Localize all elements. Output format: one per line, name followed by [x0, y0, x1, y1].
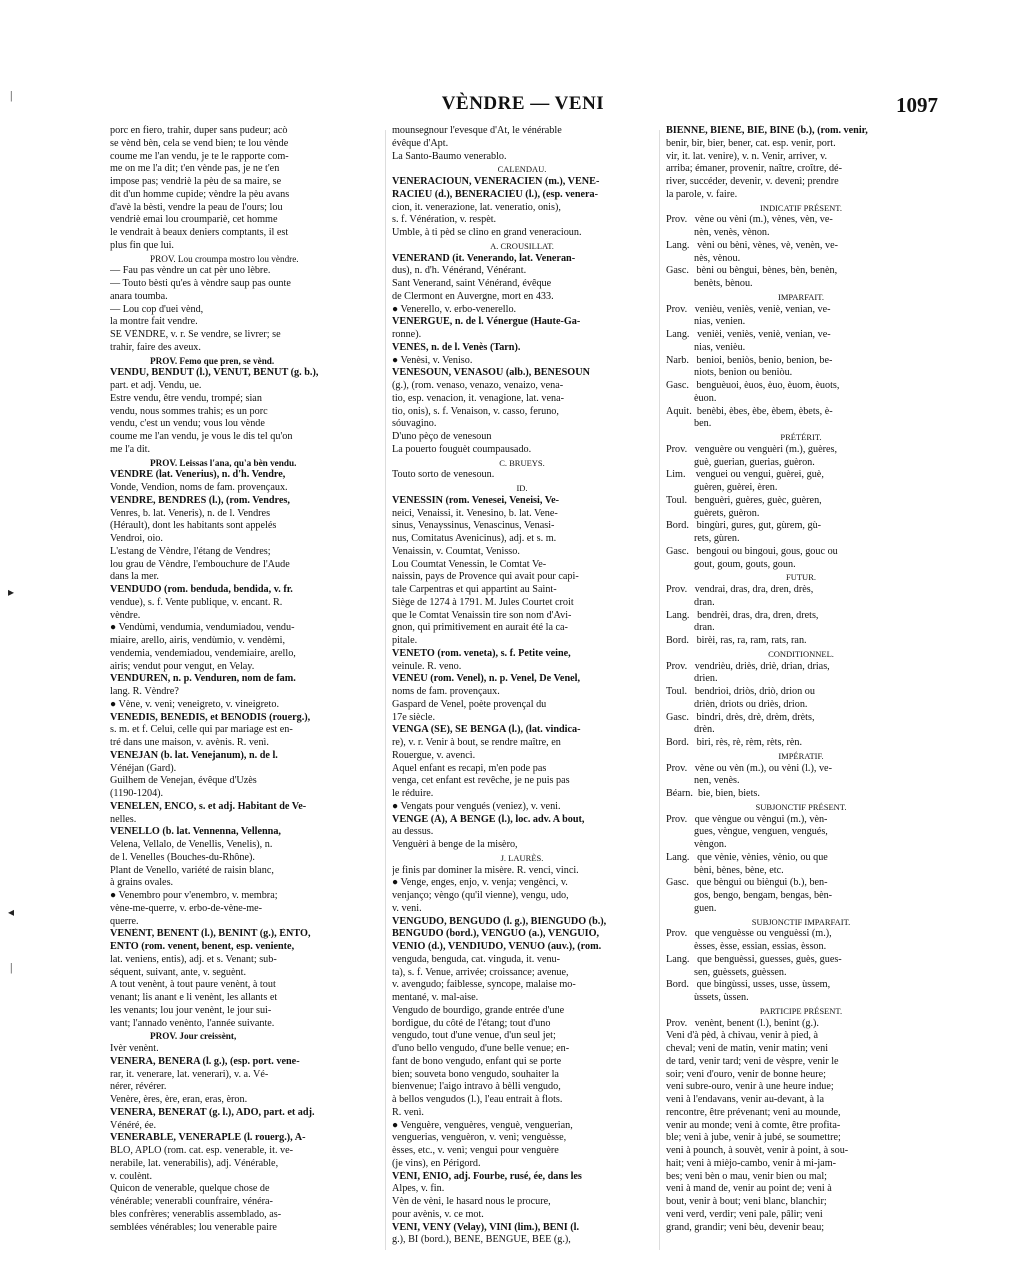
text-line: neici, Venaissi, it. Venesino, b. lat. Vene-	[392, 507, 558, 519]
text-line: noms de fam. provençaux.	[392, 686, 500, 697]
text-line: Prov. que vèngue ou vèngui (m.), vèn-	[666, 813, 828, 825]
text-line: ● Vendùmi, vendumia, vendumiadou, vendu-	[110, 622, 295, 634]
text-line: river, succéder, devenir, v. devenì; prendre	[666, 176, 839, 187]
text-line: Bord. biri, rès, rè, rèm, rèts, rèn.	[666, 737, 803, 748]
text-line: PROV. Leissas l'ana, qu'a bèn vendu.	[150, 457, 297, 468]
text-line: vant; l'annado venènto, l'année suivante.	[110, 1017, 275, 1029]
text-line: CALENDAU.	[497, 164, 547, 175]
text-line: part. et adj. Vendu, ue.	[110, 380, 202, 391]
text-line: à bellos vengudos (l.), l'eau entrait à flots.	[392, 1094, 563, 1105]
text-line: trahir, faire des aveux.	[110, 341, 201, 353]
text-line: évêque d'Apt.	[392, 137, 449, 149]
text-line: Guilhem de Venejan, évêque d'Uzès	[110, 775, 257, 787]
text-line: VENEJAN (b. lat. Venejanum), n. de l.	[110, 749, 278, 761]
text-line: SUBJONCTIF PRÉSENT.	[755, 801, 847, 812]
text-line: PROV. Femo que pren, se vènd.	[150, 355, 275, 366]
text-line: ● Vengats pour vengués (veniez), v. veni.	[392, 800, 561, 812]
text-line: — Fau pas vèndre un cat pèr uno lèbre.	[110, 265, 271, 277]
text-line: Vonde, Vendion, noms de fam. provençaux.	[110, 482, 288, 493]
text-line: au dessus.	[392, 826, 434, 838]
text-line: nerabile, lat. venerabilis), adj. Vénérable,	[110, 1157, 279, 1169]
text-line: IMPARFAIT.	[778, 291, 824, 302]
text-line: dran.	[666, 622, 715, 634]
text-line: VENGE (À), À BENGE (l.), loc. adv. A bout,	[392, 813, 585, 825]
text-line: Lang. que benguèssi, guesses, guès, gues-	[666, 953, 842, 965]
text-line: drien.	[666, 673, 718, 685]
text-line: gues, vèngue, venguen, vengués,	[666, 826, 828, 838]
text-line: Touto sorto de venesoun.	[392, 469, 495, 481]
text-line: 17e siècle.	[392, 711, 435, 723]
text-line: fant de bono vengudo, enfant qui se porte	[392, 1055, 562, 1067]
text-line: que le Comtat Venaissin tire son nom d'Avi-	[392, 609, 572, 621]
text-line: PRÉTÉRIT.	[780, 432, 822, 442]
text-line: venir au monde; veni à comte, être profita-	[666, 1119, 841, 1131]
text-line: tré dans une maison, v. avènis. R. venì.	[110, 737, 269, 748]
text-line: coume me l'an vendu, je vous le dis tel qu'on	[110, 431, 293, 442]
text-line: VÈNDRE (lat. Venerius), n. d'h. Vendre,	[110, 469, 286, 481]
text-line: naissin, pays de Provence qui avait pour capi-	[392, 571, 579, 583]
text-line: Prov. vène ou vèn (m.), ou vèni (l.), ve-	[666, 762, 832, 774]
text-line: lang. R. Vèndre?	[110, 686, 179, 697]
text-line: Toul. bendrioi, driòs, driò, drion ou	[666, 686, 815, 697]
text-line: VÈNI, ÈNIO, adj. Fourbe, rusé, ée, dans les	[392, 1170, 582, 1182]
text-line: Venaissin, v. Coumtat, Venisso.	[392, 545, 520, 557]
text-line: tale Carpentras et qui appartint au Saint-	[392, 584, 557, 595]
text-line: me l'a dit.	[110, 443, 151, 455]
text-line: bordigue, du côté de l'étang; tout d'uno	[392, 1017, 551, 1029]
margin-mark: |	[10, 960, 13, 974]
text-line: VENIÒ (d.), VENDIUDO, VENUO (auv.), (rom.	[392, 941, 602, 952]
text-line: Vèn de vèni, le hasard nous le procure,	[392, 1196, 551, 1207]
text-line: Sant Venerand, saint Vénérand, évêque	[392, 278, 552, 289]
text-line: gout, goum, gouts, goun.	[666, 558, 796, 570]
text-line: ● Venerello, v. erbo-venerello.	[392, 303, 517, 315]
text-line: Prov. vendrièu, driès, driè, drian, drias,	[666, 660, 830, 672]
text-line: VENERA, BENERAT (g. l.), ADO, part. et adj.	[110, 1106, 315, 1118]
text-line: venant; lis anant e li venènt, les allants et	[110, 992, 278, 1003]
text-line: de Clermont en Auvergne, mort en 433.	[392, 290, 554, 302]
text-line: venguda, benguda, cat. vinguda, it. venu-	[392, 953, 561, 965]
text-line: VÈNDRE, BENDRES (l.), (rom. Vendres,	[110, 494, 290, 506]
text-line: ● Venge, enges, enjo, v. venja; vengènci, v.	[392, 877, 568, 889]
text-line: BLO, APLO (rom. cat. esp. venerable, it. ve-	[110, 1145, 294, 1156]
text-line: IMPÉRATIF.	[778, 750, 824, 761]
text-line: VENERACIOUN, VENERACIEN (m.), VENE-	[392, 176, 600, 187]
text-line: A tout venènt, à tout paure venènt, à tout	[110, 979, 276, 991]
text-line: plus fin que lui.	[110, 239, 174, 251]
text-line: nias, venien.	[666, 316, 746, 328]
text-line: lat. veniens, entis), adj. et s. Venant; sub-	[110, 953, 277, 965]
text-line: hait; veni à mièjo-cambo, venir à mi-jam-	[666, 1157, 837, 1169]
text-line: gnon, qui primitivement en aurait été la ca-	[392, 622, 568, 634]
text-line: Venère, ères, ère, eran, eras, èron.	[110, 1094, 248, 1105]
text-line: veni verd, verdir; veni pale, pâlir; veni	[666, 1208, 823, 1220]
text-line: vendue), s. f. Vente publique, v. encant. R.	[110, 596, 283, 608]
text-line: semblées vénérables; lou venerable paire	[110, 1221, 277, 1233]
text-line: vèndre.	[110, 609, 141, 621]
text-line: pitale.	[392, 635, 418, 646]
text-line: nès, vènou.	[666, 252, 741, 264]
text-line: nen, venès.	[666, 775, 740, 787]
text-line: ● Venèsi, v. Veniso.	[392, 354, 473, 366]
text-line: BENGUDO (bord.), VENGUO (a.), VENGUIO,	[392, 928, 600, 940]
text-line: VENDUREN, n. p. Venduren, nom de fam.	[110, 673, 296, 685]
text-line: veni à l'endavans, venir au-devant, à la	[666, 1094, 824, 1105]
text-line: PROV. Jour creissènt,	[150, 1031, 237, 1042]
text-line: Venres, b. lat. Veneris), n. de l. Vendres	[110, 507, 271, 519]
text-line: INDICATIF PRÉSENT.	[759, 202, 842, 213]
text-line: Prov. venènt, benent (l.), benint (g.).	[666, 1017, 819, 1029]
text-line: Toul. benguèri, guères, guèc, guèren,	[666, 494, 822, 506]
text-line: gos, bengo, bengam, bengas, bèn-	[666, 890, 833, 901]
text-line: ● Vène, v. venì; veneigreto, v. vineigreto.	[110, 698, 280, 710]
text-line: La pouerto fouguèt coumpausado.	[392, 443, 532, 455]
text-line: venjanço; vèngo (qu'il vienne), vengu, udo,	[392, 890, 569, 901]
text-line: Lim. venguei ou vengui, guèrei, guè,	[666, 469, 824, 481]
text-line: le réduire.	[392, 788, 434, 799]
text-line: d'avè la bèsti, vendre la peau de l'ours; lou	[110, 201, 283, 213]
text-line: Gasc. que bèngui ou bièngui (b.), ben-	[666, 877, 828, 889]
text-line: bèni, bènes, bène, etc.	[666, 864, 784, 876]
text-line: ble; veni à jube, venir à jubé, se soumettre;	[666, 1132, 841, 1144]
text-line: lou grau de Vèndre, l'embouchure de l'Aude	[110, 558, 290, 570]
text-line: soir; veni d'ouro, venir de bonne heure;	[666, 1068, 826, 1080]
text-line: R. venì.	[392, 1106, 424, 1118]
text-line: dran.	[666, 596, 715, 608]
text-line: dit d'un homme cupide; vèndre la pèu avans	[110, 188, 290, 200]
text-line: Lang. bendrèi, dras, dra, dren, drets,	[666, 609, 819, 621]
text-line: ronne).	[392, 329, 422, 340]
text-line: VENGUDO, BENGUDO (l. g.), BIENGUDO (b.),	[392, 915, 607, 927]
text-line: cheval; veni de matin, venir matin; veni	[666, 1043, 829, 1054]
text-line: Lang. vèni ou bèni, vènes, vè, venèn, ve-	[666, 239, 838, 251]
text-line: séquent, suivant, ante, v. seguènt.	[110, 966, 246, 978]
text-line: Prov. vène ou vèni (m.), vènes, vèn, ve-	[666, 214, 833, 226]
text-line: Veni d'à pèd, à chivau, venir à pied, à	[666, 1030, 819, 1042]
text-line: g.), BI (bord.), BENE, BENGUE, BÉE (g.),	[392, 1234, 571, 1246]
text-line: èsses, etc., v. venì; vengui pour venguère	[392, 1145, 559, 1156]
text-line: Vengudo de bourdigo, grande entrée d'une	[392, 1004, 565, 1016]
text-line: bes; veni bèn o mau, venir bien ou mal;	[666, 1170, 827, 1182]
text-line: Prov. venièu, veniès, veniè, venian, ve-	[666, 303, 831, 315]
text-line: Rouergue, v. avencì.	[392, 749, 476, 761]
text-line: veni à mand de, venir au point de; veni à	[666, 1183, 832, 1195]
text-line: Béarn. bie, bien, biets.	[666, 788, 760, 799]
text-column-3	[666, 125, 936, 1260]
text-line: Siège de 1274 à 1791. M. Jules Courtet croit	[392, 596, 574, 608]
text-line: VENELEN, ENCO, s. et adj. Habitant de Ve-	[110, 800, 307, 812]
text-line: Quicon de venerable, quelque chose de	[110, 1183, 270, 1195]
text-line: bout, venir à bout; veni blanc, blanchir;	[666, 1196, 827, 1207]
text-line: VENGA (SE), SE BENGA (l.), (lat. vindica-	[392, 724, 581, 736]
text-line: ID.	[516, 483, 528, 493]
text-line: Venguèri à benge de la misèro,	[392, 839, 518, 850]
text-line: Bord. que bingùssi, usses, usse, ùssem,	[666, 979, 831, 991]
text-line: VENEDIS, BENEDIS, et BENODIS (rouerg.),	[110, 711, 311, 723]
text-line: se vènd bèn, cela se vend bien; te lou vènde	[110, 137, 289, 149]
text-line: arriba; émaner, provenir, naître, croître, dé-	[666, 163, 842, 175]
text-line: la montre fait vendre.	[110, 316, 198, 328]
text-line: v. veni.	[392, 902, 422, 914]
text-line: A. CROUSILLAT.	[490, 240, 554, 251]
text-line: dus), n. d'h. Vénérand, Vénérant.	[392, 265, 527, 277]
text-line: Bord. birèi, ras, ra, ram, rats, ran.	[666, 635, 807, 646]
text-line: guèren, guèrei, èren.	[666, 482, 778, 493]
text-line: bienvenue; l'aigo intravo à bèlli vengudo,	[392, 1081, 561, 1093]
text-line: ta), s. f. Venue, arrivée; croissance; avenue,	[392, 966, 569, 978]
text-line: vénérable; venerabli counfraire, vénéra-	[110, 1196, 273, 1207]
text-line: — Touto bèsti qu'es à vèndre saup pas ounte	[110, 278, 291, 289]
text-line: le vendrait à beaux deniers comptants, il est	[110, 227, 289, 238]
text-line: de tard, venir tard; veni de vèspre, venir le	[666, 1055, 839, 1067]
text-line: mounsegnour l'evesque d'At, le vénérable	[392, 125, 562, 136]
text-line: Gasc. bèni ou bèngui, bènes, bèn, benèn,	[666, 265, 838, 277]
text-line: C. BRUEYS.	[499, 457, 545, 468]
page-number: 1097	[896, 93, 938, 117]
text-line: èuon.	[666, 392, 717, 404]
text-line: nias, venièu.	[666, 341, 746, 353]
text-line: VENETO (rom. veneta), s. f. Petite veine,	[392, 647, 571, 659]
text-line: bien; souveta bono vengudo, souhaiter la	[392, 1068, 559, 1080]
text-line: sóuvagino.	[392, 418, 437, 430]
text-line: VENELLO (b. lat. Vennenna, Vellenna,	[110, 826, 281, 838]
text-line: vir, it. lat. venire), v. n. Venir, arriver, v.	[666, 150, 828, 162]
text-line: les venants; lou jour venènt, le jour sui-	[110, 1004, 272, 1016]
text-line: Vendroi, oio.	[110, 533, 163, 544]
text-line: Vénéjan (Gard).	[110, 762, 177, 774]
text-line: vendriè emai lou croumpariè, cet homme	[110, 214, 278, 226]
text-line: anara toumba.	[110, 290, 168, 302]
text-line: veni à pounch, à souvèt, venir à point, à sou-	[666, 1145, 849, 1156]
text-column-2	[392, 125, 652, 1260]
text-line: veni subre-ouro, venir à une heure indue;	[666, 1081, 834, 1093]
text-line: Lang. que vènie, vènies, vènio, ou que	[666, 851, 828, 863]
text-line: nelles.	[110, 813, 137, 825]
text-line: VENESOUN, VENASOU (alb.), BENESOUN	[392, 367, 590, 379]
text-line: rencontre, être prévenant; veni au mounde,	[666, 1106, 841, 1118]
text-line: tio, onis), s. f. Venaison, v. casso, feruno,	[392, 405, 559, 417]
text-line: Gaspard de Venel, poète provençal du	[392, 698, 547, 710]
text-line: VENI, VENY (Velay), VINI (lim.), BENI (l.	[392, 1221, 580, 1233]
text-line: VENDUDO (rom. benduda, bendida, v. fr.	[110, 584, 293, 595]
text-line: de l. Venelles (Bouches-du-Rhône).	[110, 851, 255, 863]
text-line: vendu, nous sommes trahis; es un porc	[110, 405, 268, 417]
text-line: VENERABLE, VENERAPLE (l. rouerg.), A-	[110, 1132, 306, 1144]
text-line: sinus, Venayssinus, Venascinus, Venasi-	[392, 520, 555, 532]
text-line: miaire, arello, airis, vendùmio, v. vendèmi,	[110, 635, 286, 646]
text-line: cion, it. venerazione, lat. veneratio, onis),	[392, 201, 561, 213]
margin-arrow-icon: ▸	[8, 585, 15, 599]
text-line: guèrets, guèron.	[666, 507, 760, 519]
text-line: bles confrères; venerablis assemblado, as-	[110, 1208, 282, 1220]
text-line: s. f. Vénération, v. respèt.	[392, 214, 497, 226]
text-line: la parole, v. faire.	[666, 188, 738, 200]
text-line: rar, it. venerare, lat. venerari), v. a. Vé-	[110, 1068, 269, 1080]
text-line: vendu, c'est un vendu; vous lou vènde	[110, 418, 265, 430]
text-line: Narb. benioi, beniòs, benio, benion, be-	[666, 354, 833, 366]
text-line: Gasc. bengoui ou bingoui, gous, gouc ou	[666, 545, 838, 557]
text-line: (1190-1204).	[110, 788, 164, 799]
text-line: VENÈNT, BENENT (l.), BENINT (g.), ÈNTO,	[110, 928, 311, 940]
text-line: nérer, révérer.	[110, 1081, 167, 1093]
text-line: Prov. venguère ou venguèri (m.), guères,	[666, 443, 838, 455]
running-title: VÈNDRE — VENI	[441, 93, 605, 114]
text-line: Alpes, v. fin.	[392, 1183, 445, 1195]
text-line: guè, guerian, guerias, guèron.	[666, 456, 815, 468]
text-line: niots, benion ou beniòu.	[666, 367, 793, 379]
text-line: impose pas; vendriè la pèu de sa maire, se	[110, 176, 282, 187]
text-line: je finis par dominer la misère. R. venci, vinci.	[392, 864, 579, 876]
text-line: Prov. que venguèsse ou venguèssi (m.),	[666, 928, 832, 940]
text-line: drèn.	[666, 724, 715, 736]
text-line: ● Venguère, venguères, venguè, venguerian,	[392, 1119, 573, 1131]
text-line: rets, gùren.	[666, 533, 740, 544]
text-line: pour avènis, v. ce mot.	[392, 1208, 484, 1220]
text-line: Ivèr venènt.	[110, 1043, 159, 1054]
text-line: D'uno pèço de venesoun	[392, 431, 492, 442]
text-line: nus, Comitatus Avenicinus), adj. et s. m.	[392, 533, 557, 544]
text-line: Velena, Vellalo, de Venellis, Venelis), n.	[110, 839, 273, 850]
text-line: mentané, v. mal-aise.	[392, 992, 479, 1003]
text-line: vengudo, tout d'une venue, d'un seul jet;	[392, 1030, 556, 1042]
page-header	[108, 93, 938, 117]
text-line: (Hérault), dont les habitants sont appelés	[110, 520, 277, 532]
text-line: v. coulènt.	[110, 1170, 153, 1182]
text-line: coume me l'an vendu, je te le rapporte com-	[110, 150, 289, 162]
text-line: querre.	[110, 915, 139, 927]
text-line: me on me l'a dit; t'en vènde pas, je ne t'en	[110, 163, 280, 175]
text-line: L'estang de Vèndre, l'étang de Vendres;	[110, 545, 271, 557]
text-line: ùssets, ùssen.	[666, 992, 749, 1003]
margin-arrow-icon: ◂	[8, 905, 15, 919]
text-line: venguerias, venguèron, v. venì; venguèsse,	[392, 1132, 567, 1144]
text-line: BIENNE, BIENE, BIÉ, BINE (b.), (rom. venir,	[666, 125, 868, 136]
text-line: (je vins), en Périgord.	[392, 1157, 481, 1169]
text-line: FUTUR.	[786, 572, 816, 583]
text-line: sen, guèssets, guèssen.	[666, 966, 787, 978]
text-line: VENÈS, n. de l. Venès (Tarn).	[392, 341, 521, 353]
margin-mark: |	[10, 88, 13, 102]
text-line: porc en fiero, trahir, duper sans pudeur; acò	[110, 125, 288, 136]
text-line: nèn, venès, vènon.	[666, 227, 770, 238]
text-line: ENTO (rom. venent, benent, esp. veniente,	[110, 941, 295, 952]
text-line: venga, cet enfant est revêche, je ne puis pas	[392, 775, 570, 787]
text-line: VENERAND (it. Venerando, lat. Veneran-	[392, 252, 576, 264]
text-line: Plant de Venello, variété de raisin blanc,	[110, 864, 274, 876]
text-line: (g.), (rom. venaso, venazo, venaizo, vena-	[392, 380, 564, 391]
text-line: d'uno bello vengudo, d'une belle venue; en-	[392, 1043, 570, 1054]
text-line: s. m. et f. Celui, celle qui par mariage est en-	[110, 724, 293, 736]
text-line: vendemia, vendemiadou, vendemiaire, arello,	[110, 647, 296, 659]
text-line: J. LAURÈS.	[500, 852, 544, 863]
text-line: airis; vendut pour vengut, en Velay.	[110, 660, 255, 672]
text-line: benèts, bènou.	[666, 278, 753, 289]
text-line: Aquit. benèbi, èbes, èbe, èbem, èbets, è-	[666, 405, 833, 417]
text-line: VENERA, BENERA (l. g.), (esp. port. vene-	[110, 1055, 300, 1067]
text-line: SE VÈNDRE, v. r. Se vendre, se livrer; se	[110, 329, 281, 340]
text-line: VENDU, BENDUT (l.), VENUT, BENUT (g. b.),	[110, 367, 319, 379]
text-line: Gasc. benguèuoi, èuos, èuo, èuom, èuots,	[666, 380, 840, 391]
text-line: re), v. r. Venir à bout, se rendre maître, en	[392, 737, 561, 748]
text-line: SUBJONCTIF IMPARFAIT.	[751, 916, 851, 927]
text-line: guen.	[666, 902, 717, 914]
text-line: VENESSIN (rom. Venesei, Veneisi, Ve-	[392, 494, 560, 506]
text-line: èsses, èsse, essian, essias, èsson.	[666, 941, 827, 952]
text-line: benir, bir, bier, bener, cat. esp. venir, port.	[666, 137, 836, 149]
text-line: PROV. Lou croumpa mostro lou vèndre.	[150, 253, 299, 264]
column-divider	[385, 130, 386, 1250]
text-line: PARTICIPE PRÉSENT.	[759, 1005, 843, 1016]
text-line: RACIÈU (d.), BENERACIÈU (l.), (esp. venera-	[392, 188, 599, 200]
text-line: Umble, à ti pèd se clino en grand veneracioun.	[392, 227, 582, 238]
text-line: CONDITIONNEL.	[768, 648, 834, 659]
text-line: grand, grandir; veni bèu, devenir beau;	[666, 1221, 825, 1233]
text-line: drièn, driots ou driès, drion.	[666, 698, 808, 710]
text-line: Gasc. bindri, drès, drè, drèm, drèts,	[666, 711, 815, 723]
text-column-1	[110, 125, 370, 1260]
text-line: Estre vendu, être vendu, trompé; sian	[110, 392, 262, 404]
text-line: vèngon.	[666, 839, 727, 850]
text-line: vène-me-querre, v. erbo-de-vène-me-	[110, 902, 263, 914]
text-line: VENERGUE, n. de l. Vénergue (Haute-Ga-	[392, 316, 581, 328]
text-line: tio, esp. venacion, it. venagione, lat. vena-	[392, 392, 564, 404]
text-line: v. avengudo; faiblesse, syncope, malaise mo-	[392, 979, 576, 991]
text-line: La Santo-Baumo venerablo.	[392, 150, 507, 162]
text-line: — Lou cop d'uei vènd,	[110, 303, 204, 315]
text-line: ● Venembro pour v'enembro, v. membra;	[110, 890, 278, 901]
text-line: VENÈU (rom. Venel), n. p. Venel, De Venel,	[392, 673, 581, 685]
text-line: veinule. R. veno.	[392, 660, 462, 672]
text-line: Prov. vendrai, dras, dra, dren, drès,	[666, 584, 814, 595]
text-line: Vénéré, ée.	[110, 1119, 157, 1131]
text-line: dans la mer.	[110, 571, 159, 583]
column-divider	[659, 130, 660, 1250]
text-line: à grains ovales.	[110, 877, 174, 889]
text-line: Lang. venièi, veniès, veniè, venian, ve-	[666, 329, 831, 340]
text-line: Lou Coumtat Venessin, le Comtat Ve-	[392, 558, 547, 570]
text-line: Aquel enfant es recapi, m'en pode pas	[392, 762, 547, 774]
text-line: Bord. bingùri, gures, gut, gùrem, gù-	[666, 520, 822, 532]
text-line: ben.	[666, 418, 712, 430]
